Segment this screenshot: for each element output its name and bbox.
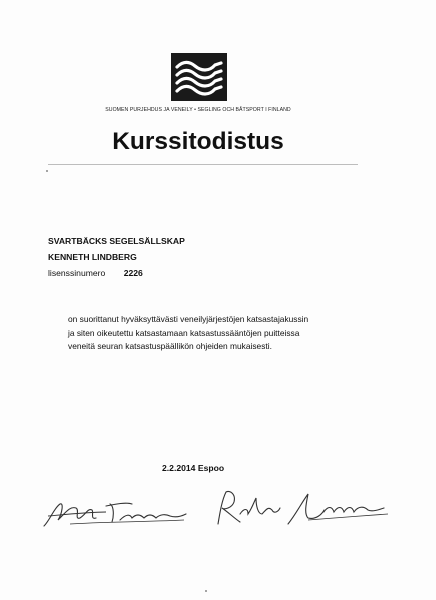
waves-logo-icon (171, 53, 227, 101)
scan-speck (46, 170, 48, 172)
signature-left (40, 490, 190, 534)
certificate-title: Kurssitodistus (112, 128, 284, 155)
scan-speck (205, 590, 207, 592)
license-label: lisenssinumero (48, 268, 106, 278)
date-place: 2.2.2014 Espoo (162, 463, 225, 473)
license-row (48, 268, 143, 278)
body-line: on suorittanut hyväksyttävästi veneilyjärjestöjen katsastajakussin (68, 314, 309, 324)
person-name: KENNETH LINDBERG (48, 252, 137, 262)
title-divider (48, 164, 358, 165)
club-name: SVARTBÄCKS SEGELSÄLLSKAP (48, 236, 185, 246)
signature-right (212, 484, 392, 532)
organization-name: SUOMEN PURJEHDUS JA VENEILY • SEGLING OCH BÅTSPORT I FINLAND (105, 107, 291, 113)
body-line: ja siten oikeutettu katsastamaan katsastussääntöjen puitteissa (68, 327, 300, 338)
body-line: veneitä seuran katsastuspäällikön ohjeiden mukaisesti. (68, 341, 272, 351)
certificate-body (68, 313, 368, 354)
license-number: 2226 (123, 268, 143, 278)
